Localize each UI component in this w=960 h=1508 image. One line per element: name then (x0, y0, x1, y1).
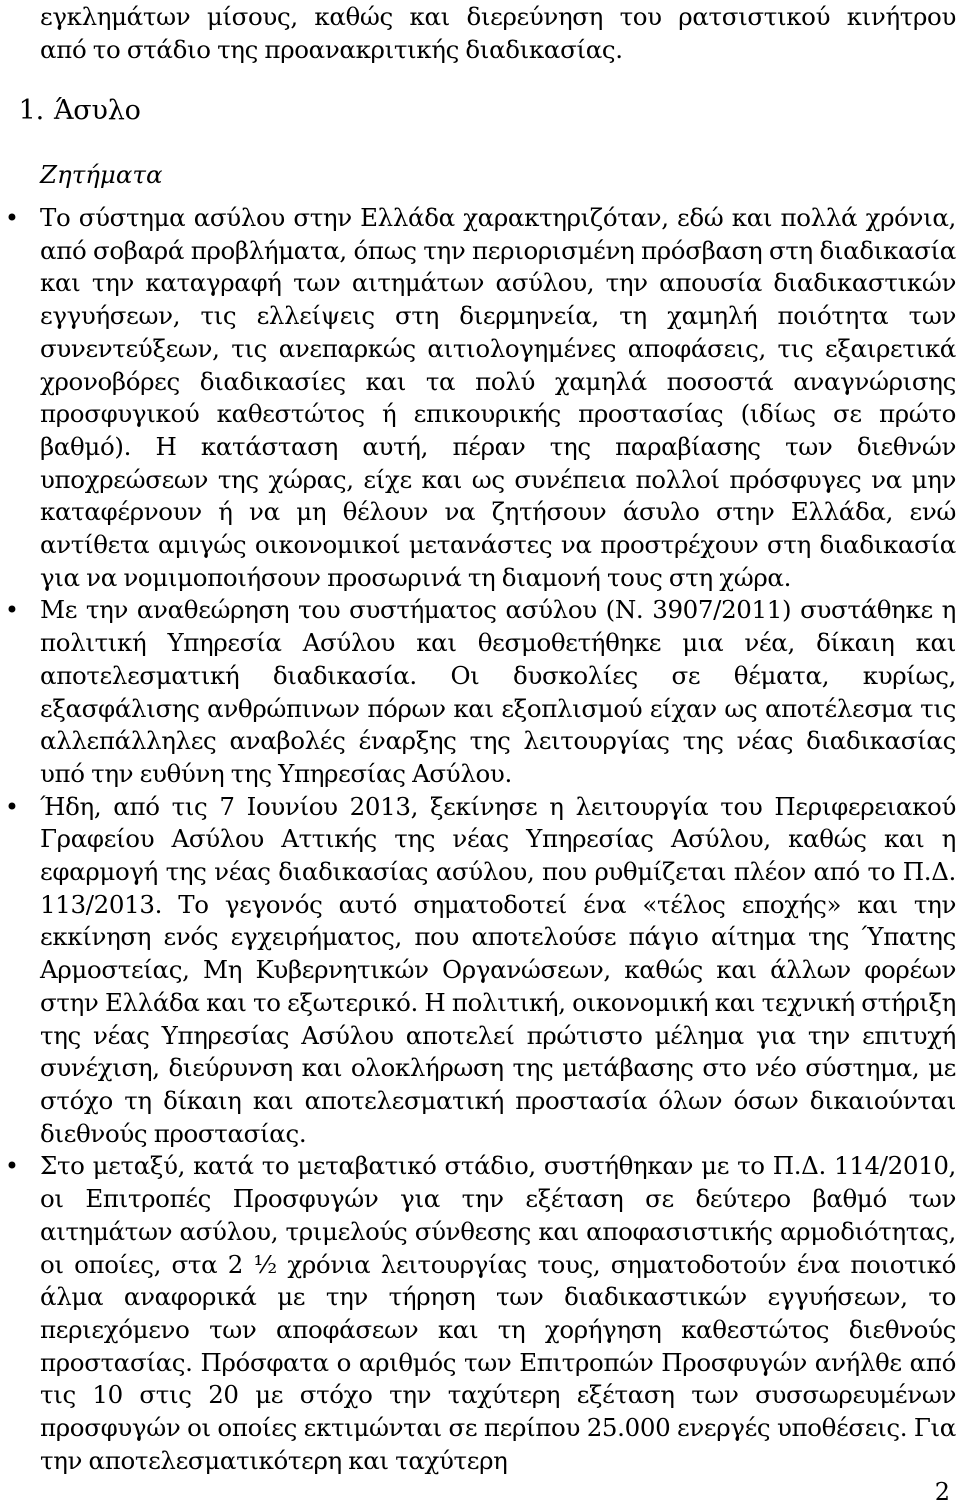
bullet-item (0, 594, 956, 790)
intro-paragraph (40, 0, 956, 66)
bullet-list (0, 202, 956, 1477)
subheading: Ζητήματα (40, 160, 163, 189)
intro-line: από το στάδιο της προανακριτικής διαδικασίας. (40, 35, 623, 64)
bullet-text: Ήδη, από τις 7 Ιουνίου 2013, ξεκίνησε η λειτουργία του Περιφερειακού Γραφείου Ασύλου Αττικής της νέας Υπηρεσίας Ασύλου, καθώς και η εφαρμογή της νέας διαδικασίας ασύλου, που ρυθμίζεται πλέον από το Π.Δ. 113/2013. Το γεγονός αυτό σηματοδοτεί ένα «τέλος εποχής» και την εκκίνηση ενός εγχειρήματος, που αποτελούσε πάγιο αίτημα της Ύπατης Αρμοστείας, Μη Κυβερνητικών Οργανώσεων, καθώς και άλλων φορέων στην Ελλάδα και το εξωτερικό. Η πολιτική, οικονομική και τεχνική στήριξη της νέας Υπηρεσίας Ασύλου αποτελεί πρώτιστο μέλημα για την επιτυχή συνέχιση, διεύρυνση και ολοκλήρωση της μετάβασης στο νέο σύστημα, με στόχο τη δίκαιη και αποτελεσματική προστασία όλων όσων δικαιούνται διεθνούς προστασίας. (40, 791, 956, 1148)
section-number: 1. (18, 95, 44, 126)
bullet-text: Το σύστημα ασύλου στην Ελλάδα χαρακτηριζόταν, εδώ και πολλά χρόνια, από σοβαρά προβλήματα, όπως την περιορισμένη πρόσβαση στη διαδικασία και την καταγραφή των αιτημάτων ασύλου, την απουσία διαδικαστικών εγγυήσεων, τις ελλείψεις στη διερμηνεία, τη χαμηλή ποιότητα των συνεντεύξεων, τις ανεπαρκώς αιτιολογημένες αποφάσεις, τις εξαιρετικά χρονοβόρες διαδικασίες και τα πολύ χαμηλά ποσοστά αναγνώρισης προσφυγικού καθεστώτος ή επικουρικής προστασίας (ιδίως σε πρώτο βαθμό). Η κατάσταση αυτή, πέραν της παραβίασης των διεθνών υποχρεώσεων της χώρας, είχε και ως συνέπεια πολλοί πρόσφυγες να μην καταφέρνουν ή να μη θέλουν να ζητήσουν άσυλο στην Ελλάδα, ενώ αντίθετα αμιγώς οικονομικοί μετανάστες να προστρέχουν στη διαδικασία για να νομιμοποιήσουν προσωρινά τη διαμονή τους στη χώρα. (40, 203, 956, 592)
intro-line: εγκλημάτων μίσους, καθώς και διερεύνηση του ρατσιστικού κινήτρου (40, 2, 956, 31)
bullet-icon: • (4, 1152, 20, 1181)
bullet-text: Με την αναθεώρηση του συστήματος ασύλου (Ν. 3907/2011) συστάθηκε η πολιτική Υπηρεσία Ασύλου και θεσμοθετήθηκε μια νέα, δίκαιη και αποτελεσματική διαδικασία. Οι δυσκολίες σε θέματα, κυρίως, εξασφάλισης ανθρώπινων πόρων και εξοπλισμού είχαν ως αποτέλεσμα τις αλλεπάλληλες αναβολές έναρξης της λειτουργίας της νέας διαδικασίας υπό την ευθύνη της Υπηρεσίας Ασύλου. (40, 595, 956, 788)
bullet-item (0, 1150, 956, 1477)
bullet-icon: • (4, 792, 20, 821)
bullet-item (0, 202, 956, 594)
bullet-item (0, 791, 956, 1151)
bullet-icon: • (4, 596, 20, 625)
bullet-text: Στο μεταξύ, κατά το μεταβατικό στάδιο, συστήθηκαν με το Π.Δ. 114/2010, οι Επιτροπές Προσφυγών για την εξέταση σε δεύτερο βαθμό των αιτημάτων ασύλου, τριμελούς σύνθεσης και αποφασιστικής αρμοδιότητας, οι οποίες, στα 2 ½ χρόνια λειτουργίας τους, σηματοδοτούν ένα ποιοτικό άλμα αναφορικά με την τήρηση των διαδικαστικών εγγυήσεων, το περιεχόμενο των αποφάσεων και τη χορήγηση καθεστώτος διεθνούς προστασίας. Πρόσφατα ο αριθμός των Επιτροπών Προσφυγών ανήλθε από τις 10 στις 20 με στόχο την ταχύτερη εξέταση των συσσωρευμένων προσφυγών οι οποίες εκτιμώνται σε περίπου 25.000 ενεργές υποθέσεις. Για την αποτελεσματικότερη και ταχύτερη (40, 1151, 956, 1475)
bullet-icon: • (4, 204, 20, 232)
page-number: 2 (934, 1478, 950, 1506)
section-title: Άσυλο (54, 95, 141, 126)
section-heading (0, 94, 141, 128)
